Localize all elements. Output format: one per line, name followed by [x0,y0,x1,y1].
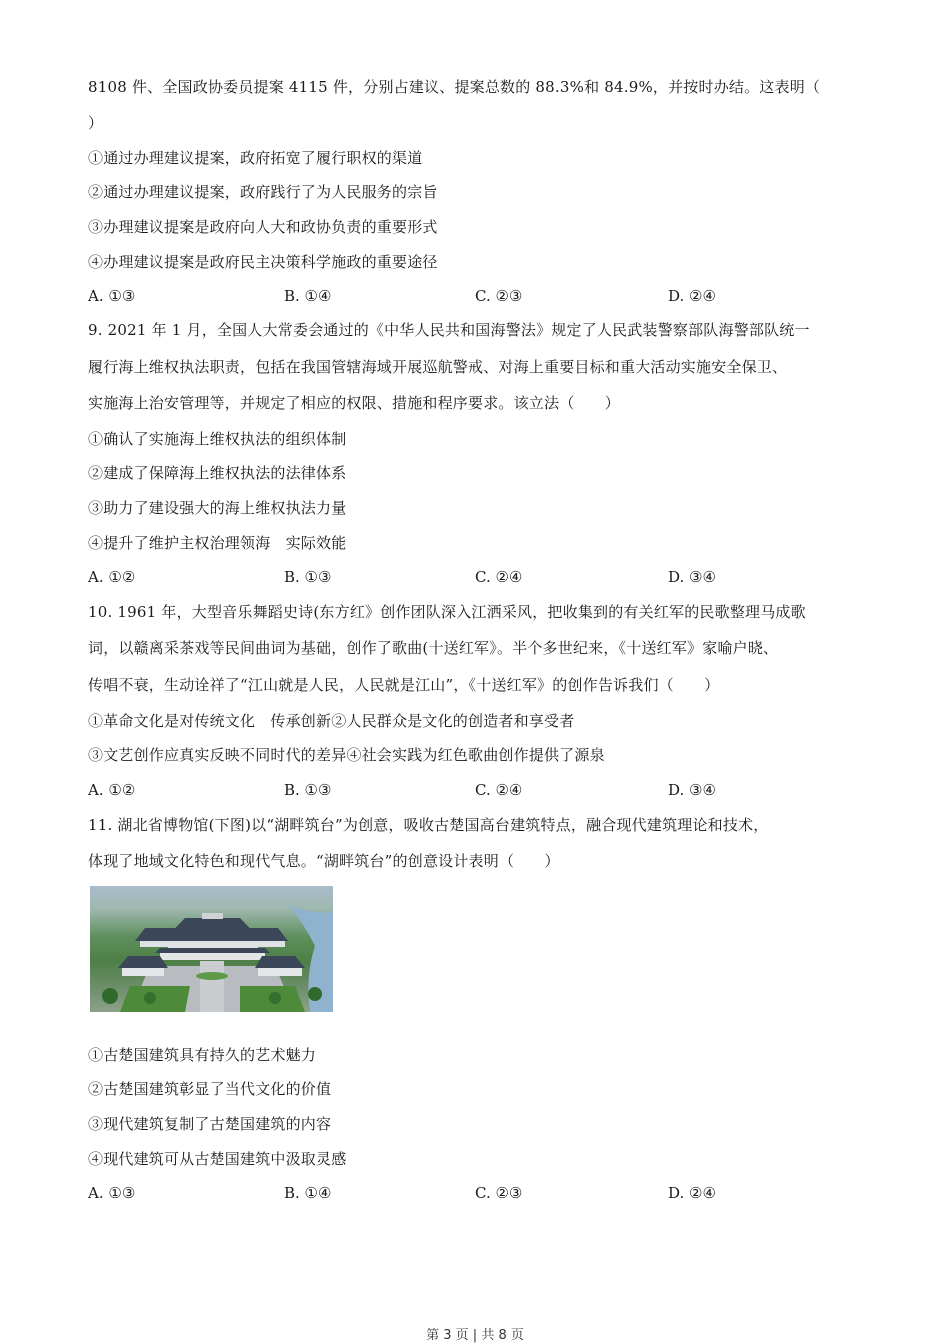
q8-stem-line-1: 8108 件、全国政协委员提案 4115 件，分别占建议、提案总数的 88.3%和 84.9%，并按时办结。这表明（ [88,78,821,96]
q10-options [88,780,888,800]
q10-statement-3-4: ③文艺创作应真实反映不同时代的差异④社会实践为红色歌曲创作提供了源泉 [88,746,605,764]
museum-illustration [90,886,333,1012]
q8-option-c[interactable]: C. ②③ [475,287,523,305]
q11-option-b[interactable]: B. ①④ [284,1184,332,1202]
page-footer: 第 3 页 | 共 8 页 [426,1328,524,1343]
q8-statement-3: ③办理建议提案是政府向人大和政协负责的重要形式 [88,218,438,236]
q9-options [88,567,888,587]
q9-statement-4: ④提升了维护主权治理领海 实际效能 [88,534,347,552]
q11-statement-3: ③现代建筑复制了古楚国建筑的内容 [88,1115,332,1133]
q9-stem-line-1: 9. 2021 年 1 月，全国人大常委会通过的《中华人民共和国海警法》规定了人民武装警察部队海警部队统一 [88,321,810,339]
q9-statement-3: ③助力了建设强大的海上维权执法力量 [88,499,347,517]
q11-statement-4: ④现代建筑可从古楚国建筑中汲取灵感 [88,1150,347,1168]
q10-stem-line-3: 传唱不衰，生动诠祥了“江山就是人民，人民就是江山”，《十送红军》的创作告诉我们（ ） [88,676,720,694]
museum-photo [90,886,333,1012]
q9-statement-2: ②建成了保障海上维权执法的法律体系 [88,464,347,482]
q11-stem-line-2: 体现了地域文化特色和现代气息。“湖畔筑台”的创意设计表明（ ） [88,852,560,870]
q10-option-c[interactable]: C. ②④ [475,781,523,799]
q11-statement-2: ②古楚国建筑彰显了当代文化的价值 [88,1080,332,1098]
q9-option-d[interactable]: D. ③④ [668,568,716,586]
q9-statement-1: ①确认了实施海上维权执法的组织体制 [88,430,347,448]
q9-option-b[interactable]: B. ①③ [284,568,332,586]
q8-option-d[interactable]: D. ②④ [668,287,716,305]
q10-stem-line-1: 10. 1961 年，大型音乐舞蹈史诗(东方红》创作团队深入江洒采风，把收集到的有关红军的民歌整理马成歌 [88,603,806,621]
q8-stem-line-2: ） [88,114,104,132]
q8-option-a[interactable]: A. ①③ [88,287,136,305]
q10-option-b[interactable]: B. ①③ [284,781,332,799]
q11-options [88,1183,888,1203]
q10-stem-line-2: 词，以赣离采茶戏等民间曲词为基础，创作了歌曲(十送红军》。半个多世纪来，《十送红军》家喻户晓、 [88,639,779,657]
q8-statement-1: ①通过办理建议提案，政府拓宽了履行职权的渠道 [88,149,423,167]
q11-option-d[interactable]: D. ②④ [668,1184,716,1202]
q8-statement-4: ④办理建议提案是政府民主决策科学施政的重要途径 [88,253,438,271]
q8-options [88,286,888,306]
q9-stem-line-3: 实施海上治安管理等，并规定了相应的权限、措施和程序要求。该立法（ ） [88,394,621,412]
q8-option-b[interactable]: B. ①④ [284,287,332,305]
q10-option-a[interactable]: A. ①② [88,781,136,799]
q10-option-d[interactable]: D. ③④ [668,781,716,799]
q8-statement-2: ②通过办理建议提案，政府践行了为人民服务的宗旨 [88,183,438,201]
q11-option-a[interactable]: A. ①③ [88,1184,136,1202]
q10-statement-1-2: ①革命文化是对传统文化 传承创新②人民群众是文化的创造者和享受者 [88,712,575,730]
q11-stem-line-1: 11. 湖北省博物馆(下图)以“湖畔筑台”为创意，吸收古楚国高台建筑特点，融合现代建筑理论和技术， [88,816,769,834]
q9-option-c[interactable]: C. ②④ [475,568,523,586]
q9-stem-line-2: 履行海上维权执法职责，包括在我国管辖海域开展巡航警戒、对海上重要目标和重大活动实施安全保卫、 [88,358,788,376]
q11-option-c[interactable]: C. ②③ [475,1184,523,1202]
q9-option-a[interactable]: A. ①② [88,568,136,586]
q11-statement-1: ①古楚国建筑具有持久的艺术魅力 [88,1046,317,1064]
